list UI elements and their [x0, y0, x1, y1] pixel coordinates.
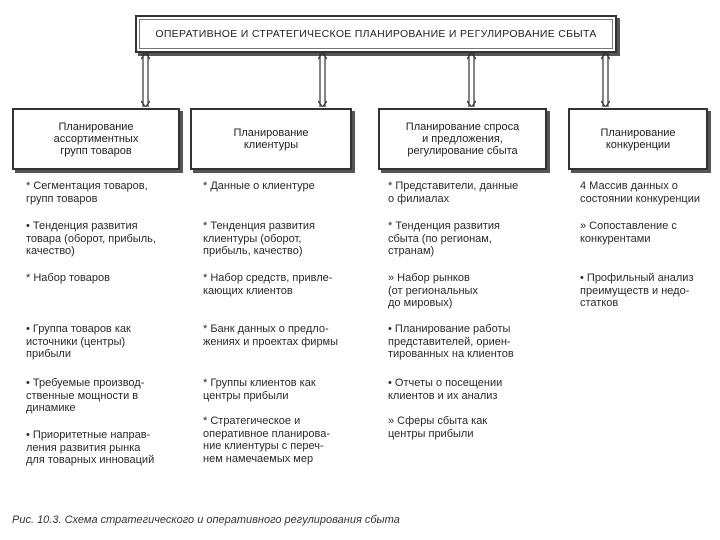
- list-item: * Тенденция развития клиентуры (оборот, прибыль, качество): [203, 220, 315, 257]
- double-arrow-icon: [467, 53, 476, 107]
- list-item: • Требуемые производ- ственные мощности в динамике: [26, 377, 145, 414]
- list-item: * Набор средств, привле- кающих клиентов: [203, 272, 333, 297]
- double-arrow-icon: [601, 53, 610, 107]
- double-arrow-icon: [318, 53, 327, 107]
- list-item: * Данные о клиентуре: [203, 180, 315, 192]
- list-item: • Профильный анализ преимуществ и недо- статков: [580, 272, 694, 309]
- list-item: * Тенденция развития сбыта (по регионам, странам): [388, 220, 500, 257]
- header-client-planning: Планирование клиентуры: [190, 108, 352, 170]
- list-item: * Группы клиентов как центры прибыли: [203, 377, 316, 402]
- list-item: • Планирование работы представителей, ориен- тированных на клиентов: [388, 323, 514, 360]
- list-item: 4 Массив данных о состоянии конкуренции: [580, 180, 700, 205]
- list-item: * Банк данных о предло- жениях и проектах фирмы: [203, 323, 339, 348]
- header-demand-planning: Планирование спроса и предложения, регулирование сбыта: [378, 108, 547, 170]
- main-title-box: [135, 15, 617, 53]
- list-item: * Сегментация товаров, групп товаров: [26, 180, 148, 205]
- list-item: * Представители, данные о филиалах: [388, 180, 519, 205]
- list-item: • Отчеты о посещении клиентов и их анализ: [388, 377, 503, 402]
- list-item: * Стратегическое и оперативное планирова- ние клиентуры с переч- нем намечаемых мер: [203, 415, 331, 465]
- list-item: • Тенденция развития товара (оборот, прибыль, качество): [26, 220, 156, 257]
- header-assortment-planning: Планирование ассортиментных групп товаров: [12, 108, 180, 170]
- double-arrow-icon: [141, 53, 150, 107]
- list-item: • Приоритетные направ- ления развития рынка для товарных инноваций: [26, 429, 155, 466]
- header-competition-planning: Планирование конкуренции: [568, 108, 708, 170]
- list-item: • Группа товаров как источники (центры) прибыли: [26, 323, 131, 360]
- list-item: » Сопоставление с конкурентами: [580, 220, 677, 245]
- list-item: » Набор рынков (от региональных до мировых): [388, 272, 478, 309]
- figure-caption: Рис. 10.3. Схема стратегического и оперативного регулирования сбыта: [12, 514, 400, 526]
- main-title: ОПЕРАТИВНОЕ И СТРАТЕГИЧЕСКОЕ ПЛАНИРОВАНИЕ И РЕГУЛИРОВАНИЕ СБЫТА: [155, 28, 597, 40]
- list-item: » Сферы сбыта как центры прибыли: [388, 415, 488, 440]
- list-item: * Набор товаров: [26, 272, 110, 284]
